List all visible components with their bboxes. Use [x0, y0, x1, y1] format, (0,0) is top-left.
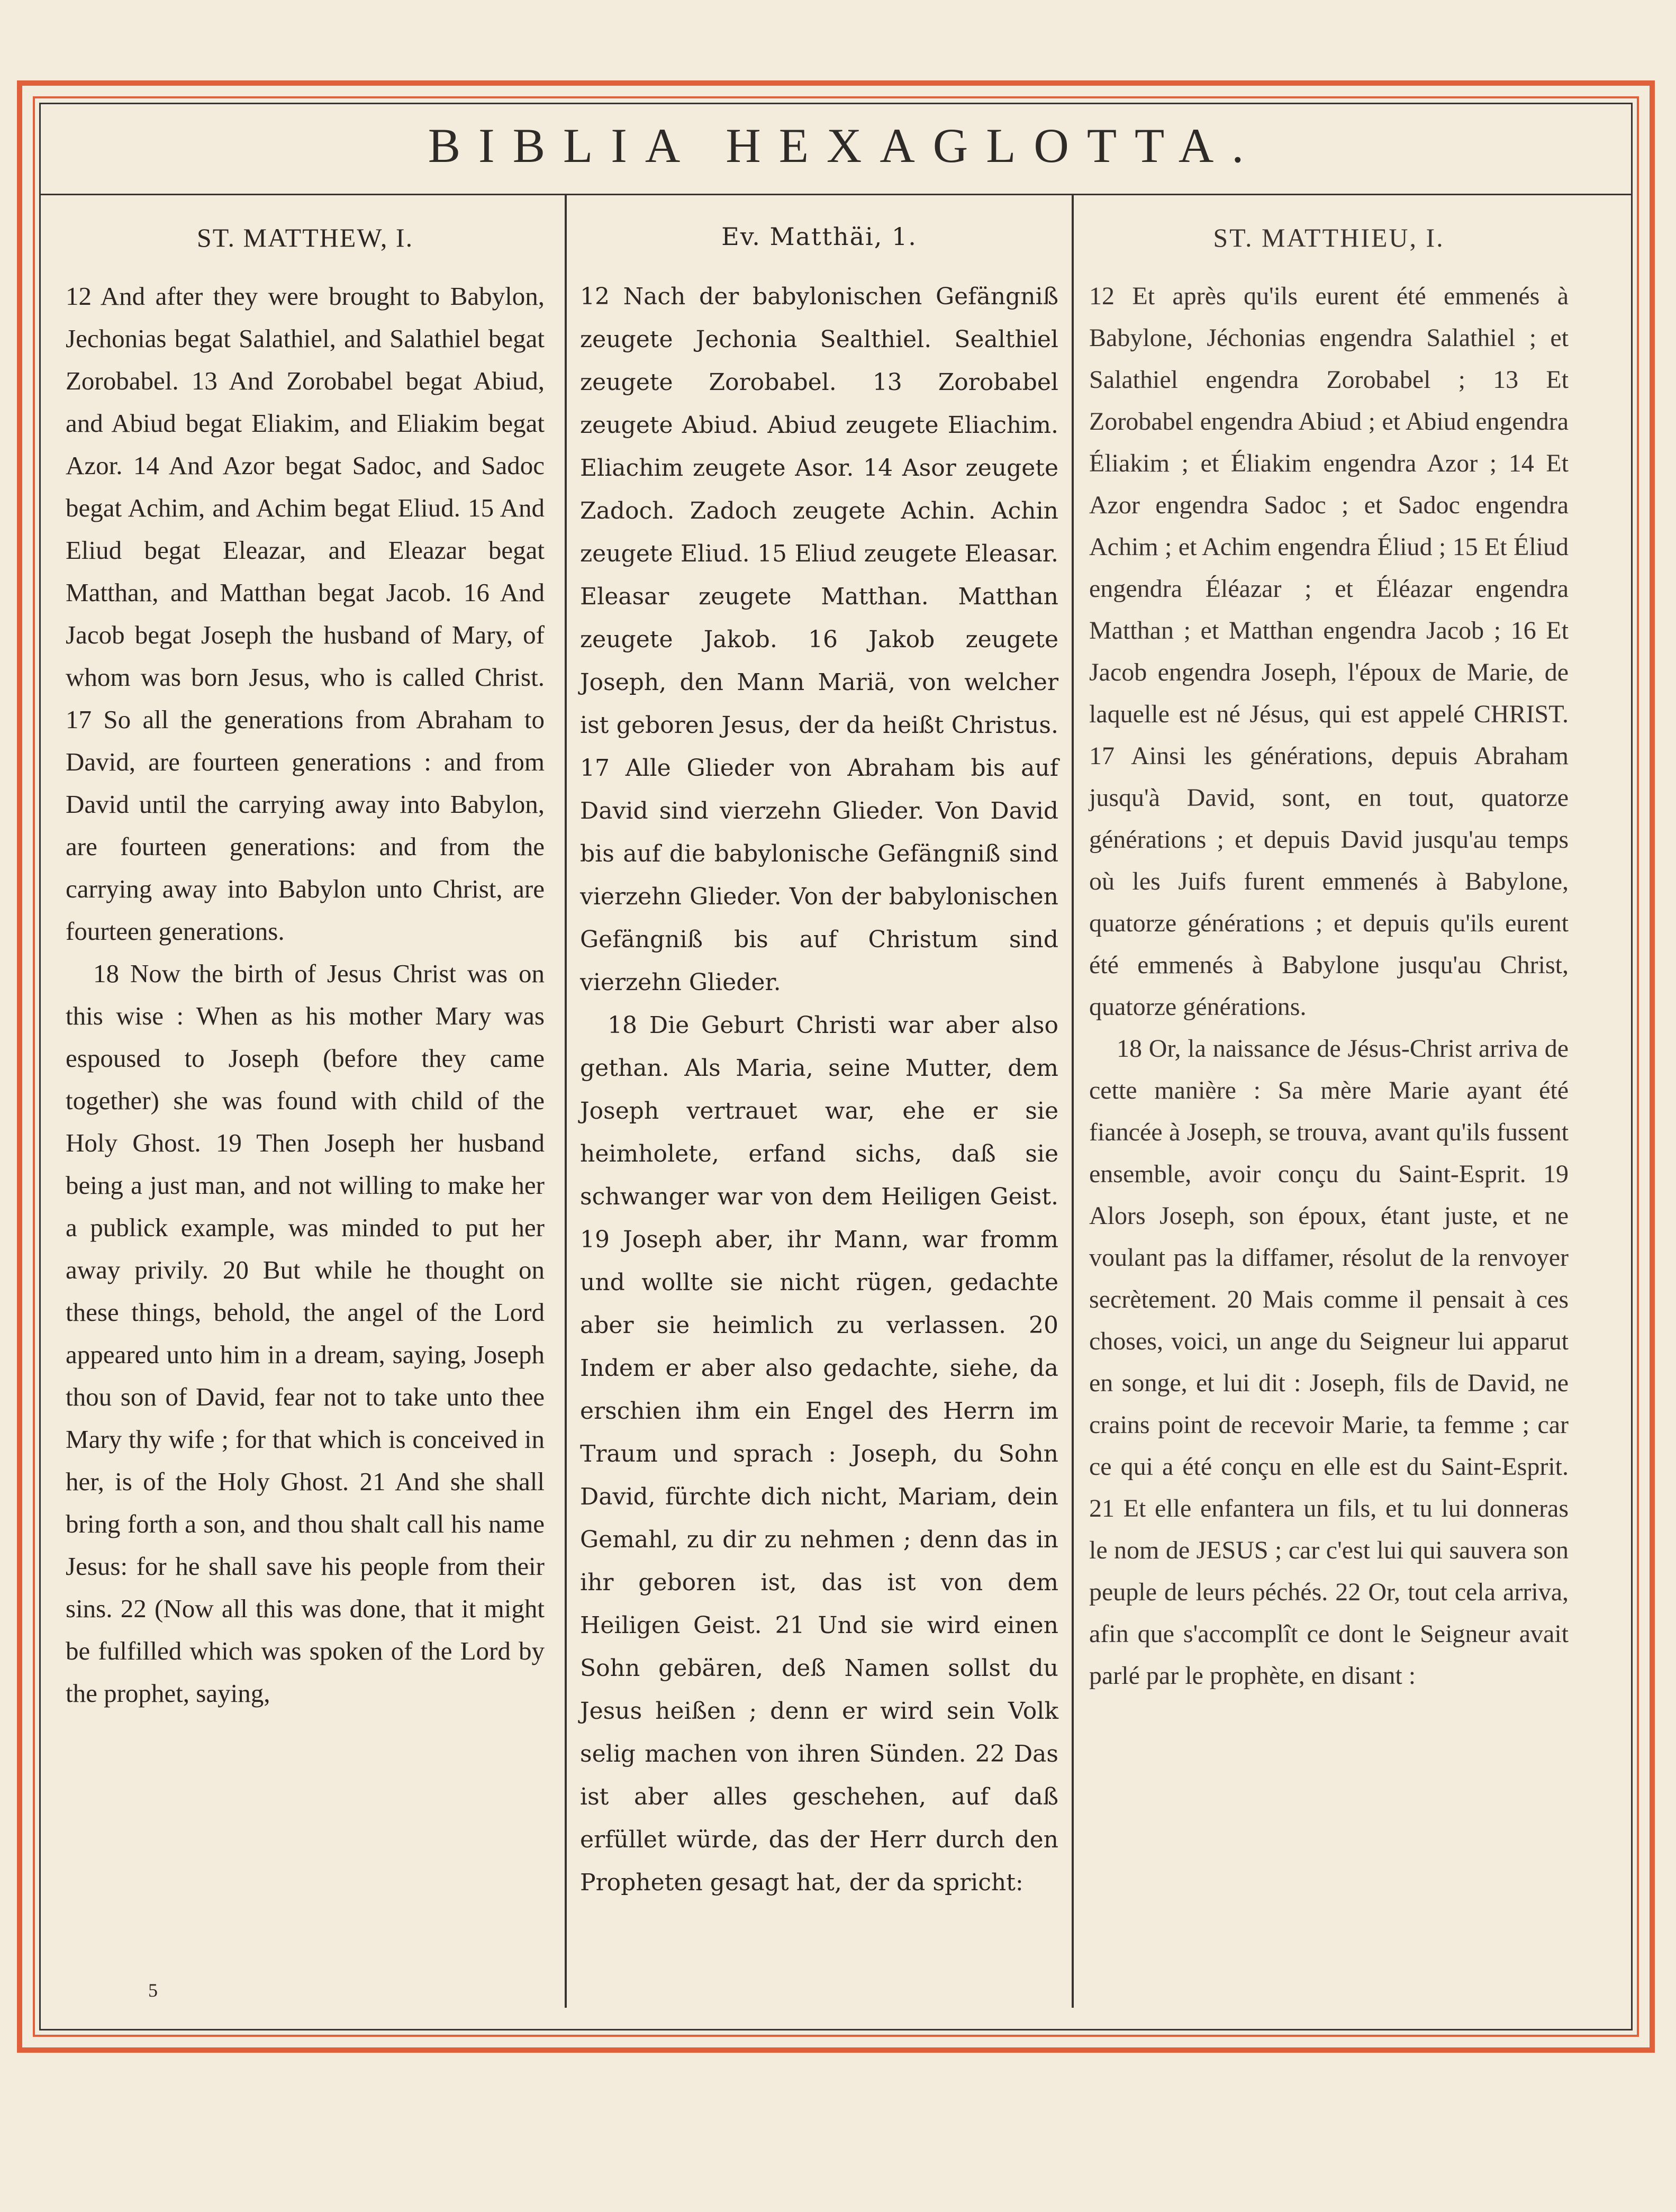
french-column — [1089, 222, 1569, 1697]
column-text — [66, 275, 545, 1715]
column-divider — [1072, 195, 1074, 2008]
column-heading: ST. MATTHEW, I. — [196, 223, 414, 252]
paragraph: 18 Now the birth of Jesus Christ was on this wise : When as his mother Mary was espoused to Joseph (before they came together) she was found with child of the Holy Ghost. 19 Then Joseph her husband being a just man, and not willing to make her a publick example, was minded to put her away privily. 20 But while he thought on these things, behold, the angel of the Lord appeared unto him in a dream, saying, Joseph thou son of David, fear not to take unto thee Mary thy wife ; for that which is conceived in her, is of the Holy Ghost. 21 And she shall bring forth a son, and thou shalt call his name Jesus: for he shall save his people from their sins. 22 (Now all this was done, that it might be fulfilled which was spoken of the Lord by the prophet, saying, — [66, 959, 545, 1708]
german-column — [580, 222, 1058, 1904]
paragraph: 12 Et après qu'ils eurent été emmenés à Babylone, Jéchonias engendra Salathiel ; et Salathiel engendra Zorobabel ; 13 Et Zorobabel engendra Abiud ; et Abiud engendra Éliakim ; et Éliakim engendra Azor ; 14 Et Azor engendra Sadoc ; et Sadoc engendra Achim ; et Achim engendra Éliud ; 15 Et Éliud engendra Éléazar ; et Éléazar engendra Matthan ; et Matthan engendra Jacob ; 16 Et Jacob engendra Joseph, l'époux de Marie, de laquelle est né Jésus, qui est appelé CHRIST. 17 Ainsi les générations, depuis Abraham jusqu'à David, sont, en tout, quatorze générations ; et depuis David jusqu'au temps où les Juifs furent emmenés à Babylone, quatorze générations ; et depuis qu'ils eurent été emmenés à Babylone jusqu'au Christ, quatorze générations. — [1089, 282, 1569, 1021]
paragraph: 12 And after they were brought to Babylon, Jechonias begat Salathiel, and Salathiel begat Zorobabel. 13 And Zorobabel begat Abiud, and Abiud begat Eliakim, and Eliakim begat Azor. 14 And Azor begat Sadoc, and Sadoc begat Achim, and Achim begat Eliud. 15 And Eliud begat Eleazar, and Eleazar begat Matthan, and Matthan begat Jacob. 16 And Jacob begat Joseph the husband of Mary, of whom was born Jesus, who is called Christ. 17 So all the generations from Abraham to David, are fourteen generations : and from David until the carrying away into Babylon, are fourteen generations: and from the carrying away into Babylon unto Christ, are fourteen generations. — [66, 282, 545, 946]
column-divider — [565, 195, 567, 2008]
column-text — [580, 275, 1058, 1904]
column-heading: ST. MATTHIEU, I. — [1213, 223, 1445, 252]
page-title: BIBLIA HEXAGLOTTA. — [428, 119, 1262, 173]
column-heading: Ev. Matthäi, 1. — [721, 222, 917, 251]
title-divider — [41, 194, 1631, 195]
page-number: 5 — [148, 1980, 158, 2001]
english-column — [66, 222, 545, 1715]
paragraph: 12 Nach der babylonischen Gefängniß zeugete Jechonia Sealthiel. Sealthiel zeugete Zorobabel. 13 Zorobabel zeugete Abiud. Abiud zeugete Eliachim. Eliachim zeugete Asor. 14 Asor zeugete Zadoch. Zadoch zeugete Achin. Achin zeugete Eliud. 15 Eliud zeugete Eleasar. Eleasar zeugete Matthan. Matthan zeugete Jakob. 16 Jakob zeugete Joseph, den Mann Mariä, von welcher ist geboren Jesus, der da heißt Christus. 17 Alle Glieder von Abraham bis auf David sind vierzehn Glieder. Von David bis auf die babylonische Gefängniß sind vierzehn Glieder. Von der babylonischen Gefängniß bis auf Christum sind vierzehn Glieder. — [580, 283, 1058, 996]
column-text — [1089, 275, 1569, 1697]
paragraph: 18 Or, la naissance de Jésus-Christ arriva de cette manière : Sa mère Marie ayant été fiancée à Joseph, se trouva, avant qu'ils fussent ensemble, avoir conçu du Saint-Esprit. 19 Alors Joseph, son époux, étant juste, et ne voulant pas la diffamer, résolut de la renvoyer secrètement. 20 Mais comme il pensait à ces choses, voici, un ange du Seigneur lui apparut en songe, et lui dit : Joseph, fils de David, ne crains point de recevoir Marie, ta femme ; car ce qui a été conçu en elle est du Saint-Esprit. 21 Et elle enfantera un fils, et tu lui donneras le nom de JESUS ; car c'est lui qui sauvera son peuple de leurs péchés. 22 Or, tout cela arriva, afin que s'accomplît ce dont le Seigneur avait parlé par le prophète, en disant : — [1089, 1035, 1569, 1690]
paragraph: 18 Die Geburt Christi war aber also gethan. Als Maria, seine Mutter, dem Joseph vertrauet war, ehe er sie heimholete, erfand sichs, daß sie schwanger war von dem Heiligen Geist. 19 Joseph aber, ihr Mann, war fromm und wollte sie nicht rügen, gedachte aber sie heimlich zu verlassen. 20 Indem er aber also gedachte, siehe, da erschien ihm ein Engel des Herrn im Traum und sprach : Joseph, du Sohn David, fürchte dich nicht, Mariam, dein Gemahl, zu dir zu nehmen ; denn das in ihr geboren ist, das ist von dem Heiligen Geist. 21 Und sie wird einen Sohn gebären, deß Namen sollst du Jesus heißen ; denn er wird sein Volk selig machen von ihren Sünden. 22 Das ist aber alles geschehen, auf daß erfüllet würde, das der Herr durch den Propheten gesagt hat, der da spricht: — [580, 1012, 1058, 1896]
